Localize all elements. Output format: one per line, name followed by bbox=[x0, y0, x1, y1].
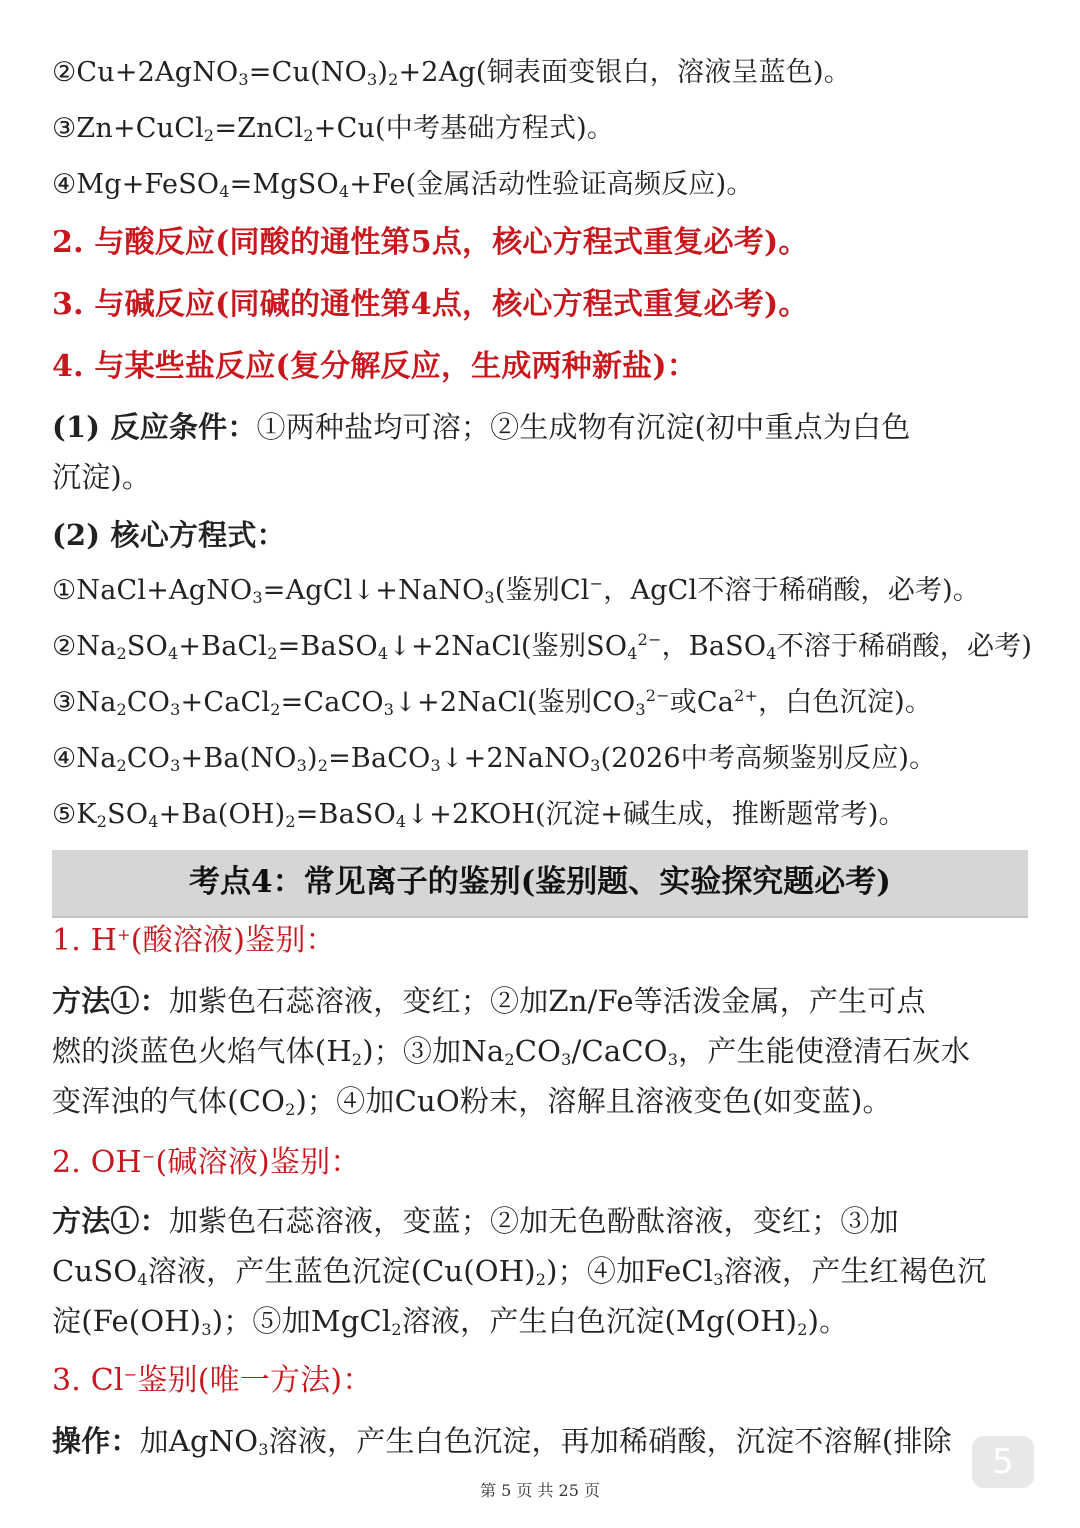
section-title: 考点4：常见离子的鉴别(鉴别题、实验探究题必考) bbox=[189, 864, 891, 900]
page-number-badge: 5 bbox=[972, 1436, 1034, 1488]
method-line: 燃的淡蓝色火焰气体$(H_2)$；③加$Na_2CO_3/CaCO_3$，产生能使澄清石灰水 bbox=[52, 1034, 971, 1069]
equation-line: $③Na_2CO_3+CaCl_2=CaCO_3↓+2NaCl$(鉴别$CO_3^{2-}$或$Ca^{2+}$，白色沉淀)。 bbox=[52, 686, 933, 719]
method-line: 方法①：加紫色石蕊溶液，变蓝；②加无色酚酞溶液，变红；③加 bbox=[52, 1204, 899, 1238]
method-line: 淀$(Fe(OH)_3)$；⑤加MgCl$_2$溶液，产生白色沉淀$(Mg(OH)_2)$。 bbox=[52, 1304, 849, 1339]
equation-line: ④Mg+FeSO$_4$=MgSO$_4$+Fe(金属活动性验证高频反应)。 bbox=[52, 169, 754, 201]
equation-line: $④Na_2CO_3+Ba(NO_3)_2=BaCO_3↓+2NaNO_3(2026$中考高频鉴别反应)。 bbox=[52, 743, 937, 775]
heading-cl-ion: 3. Cl−鉴别(唯一方法)： bbox=[52, 1363, 373, 1398]
condition-line-cont: 沉淀)。 bbox=[52, 460, 152, 494]
equation-line: $⑤K_2SO_4+Ba(OH)_2=BaSO_4↓+2KOH$(沉淀+碱生成，推断题常考)。 bbox=[52, 799, 906, 831]
equation-label: (2) 核心方程式： bbox=[52, 518, 286, 552]
heading-base: 3. 与碱反应(同碱的通性第4点，核心方程式重复必考)。 bbox=[52, 287, 809, 322]
equation-line: ①NaCl+AgNO$_3$=AgCl↓+NaNO$_3$(鉴别Cl−，AgCl不溶于稀硝酸，必考)。 bbox=[52, 574, 981, 607]
heading-acid: 2. 与酸反应(同酸的通性第5点，核心方程式重复必考)。 bbox=[52, 225, 809, 260]
method-line: 操作：加AgNO$_3$溶液，产生白色沉淀，再加稀硝酸，沉淀不溶解(排除 bbox=[52, 1424, 952, 1459]
equation-line: $②Na_2SO_4+BaCl_2=BaSO_4↓+2NaCl$(鉴别$SO_4^{2-}$，BaSO$_4$不溶于稀硝酸，必考) bbox=[52, 630, 1033, 663]
method-line: 变浑浊的气体$(CO_2)$；④加CuO粉末，溶解且溶液变色(如变蓝)。 bbox=[52, 1084, 892, 1119]
heading-h-ion: 1. H+(酸溶液)鉴别： bbox=[52, 923, 336, 958]
heading-salt: 4. 与某些盐反应(复分解反应，生成两种新盐)： bbox=[52, 349, 697, 384]
condition-line: (1) 反应条件：①两种盐均可溶；②生成物有沉淀(初中重点为白色 bbox=[52, 410, 911, 444]
equation-line: ③Zn+CuCl$_2$=ZnCl$_2$+Cu(中考基础方程式)。 bbox=[52, 113, 615, 145]
section-title-bar bbox=[52, 850, 1028, 918]
method-line: CuSO$_4$溶液，产生蓝色沉淀$(Cu(OH)_2)$；④加FeCl$_3$溶液，产生红褐色沉 bbox=[52, 1254, 987, 1289]
equation-line: $②Cu+2AgNO_3=Cu(NO_3)_2+2Ag$(铜表面变银白，溶液呈蓝色)。 bbox=[52, 57, 851, 89]
page-footer: 第 5 页 共 25 页 bbox=[480, 1481, 600, 1500]
method-line: 方法①：加紫色石蕊溶液，变红；②加Zn/Fe等活泼金属，产生可点 bbox=[52, 984, 926, 1018]
heading-oh-ion: 2. OH−(碱溶液)鉴别： bbox=[52, 1145, 361, 1180]
